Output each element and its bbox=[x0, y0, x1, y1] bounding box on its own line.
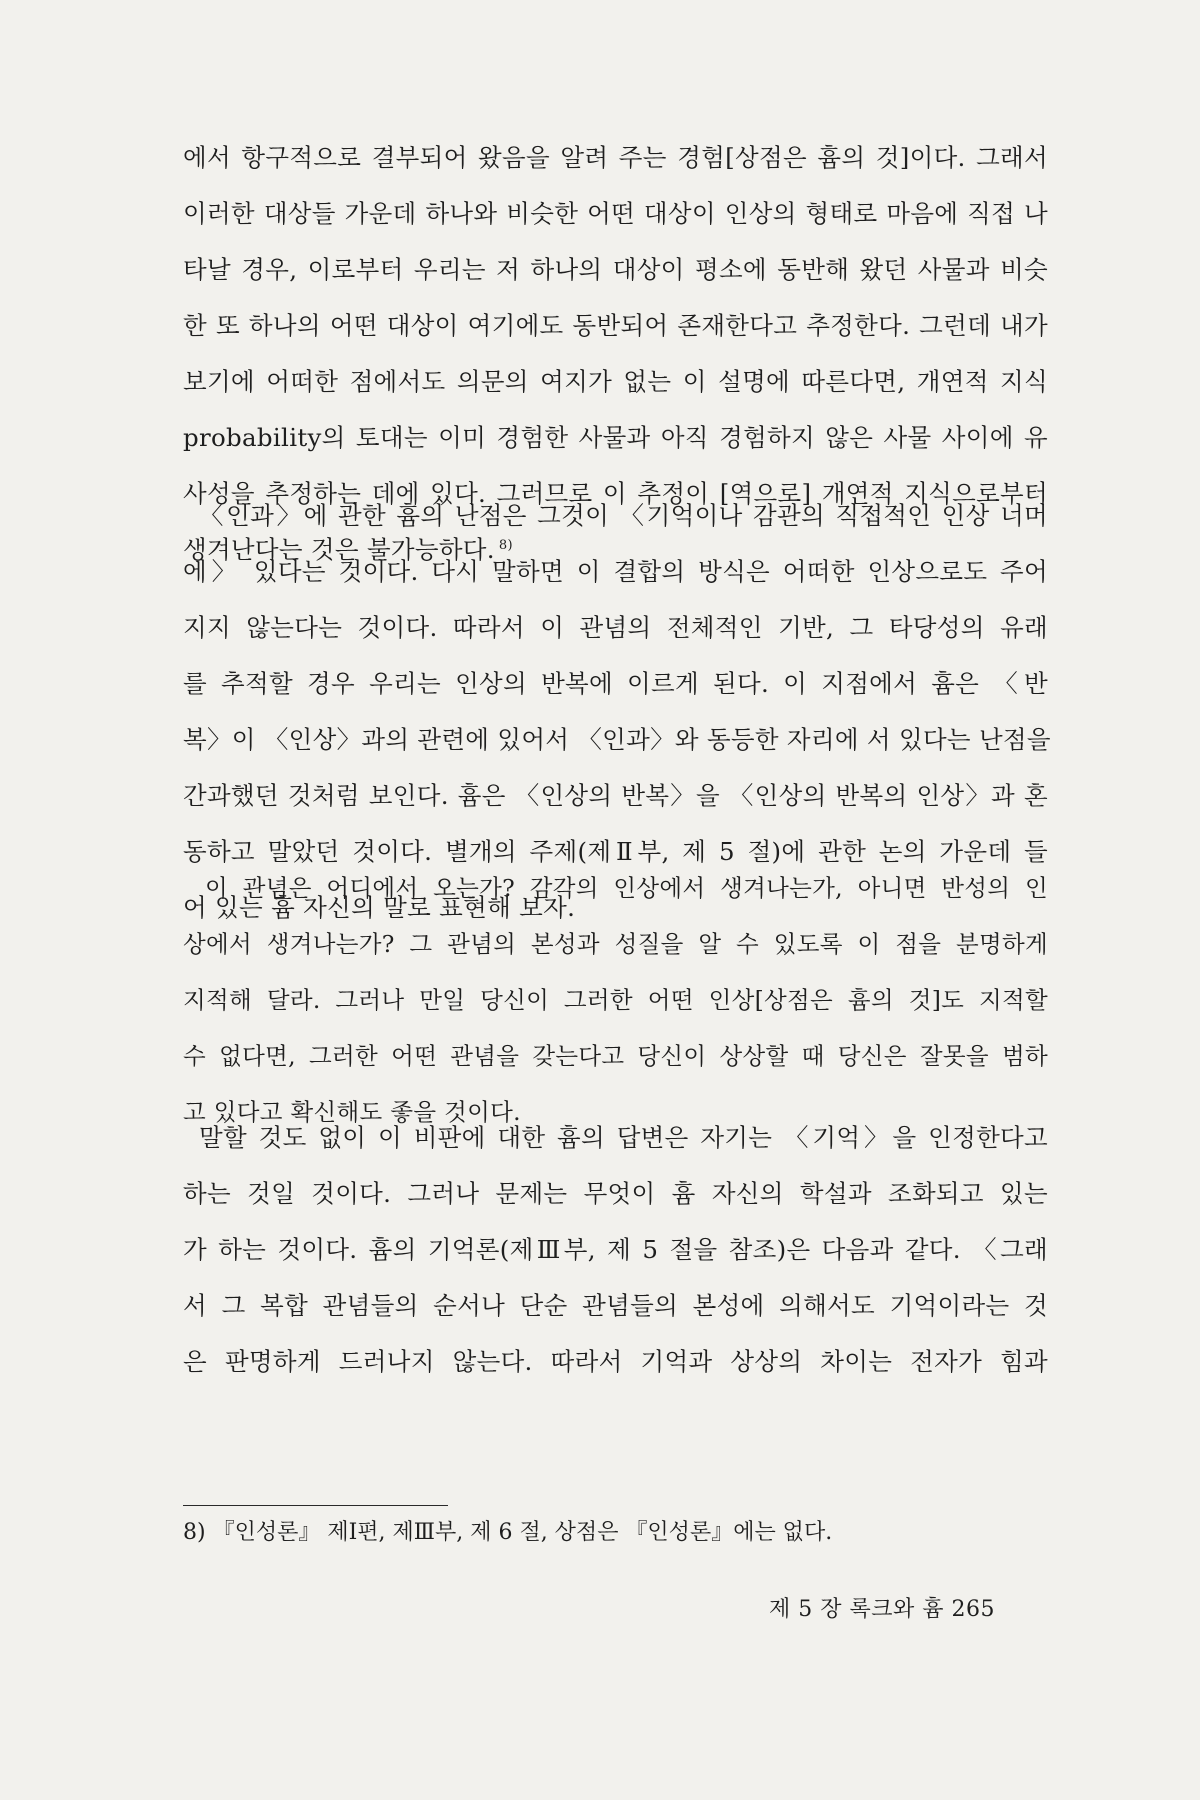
text-line: 말할 것도 없이 이 비판에 대한 흄의 답변은 자기는 〈기억〉을 인정한다고 bbox=[199, 1123, 1048, 1152]
text-line-content: 생겨난다는 것은 불가능하다. bbox=[183, 535, 495, 564]
text-line-last: 어 있는 흄 자신의 말로 표현해 보자. bbox=[183, 893, 576, 922]
text-line: 한 또 하나의 어떤 대상이 여기에도 동반되어 존재한다고 추정한다. 그런데 내가 bbox=[183, 311, 1048, 340]
quote-line-last: 고 있다고 확신해도 좋을 것이다. bbox=[183, 1098, 521, 1126]
text-line: 서 그 복합 관념들의 순서나 단순 관념들의 본성에 의해서도 기억이라는 것 bbox=[183, 1291, 1048, 1320]
text-line: probability의 토대는 이미 경험한 사물과 아직 경험하지 않은 사물 사이에 유 bbox=[183, 423, 1048, 452]
paragraph-3 bbox=[183, 1110, 1048, 1390]
text-line: 사성을 추정하는 데에 있다. 그러므로 이 추정이 [역으로] 개연적 지식으로부터 bbox=[183, 479, 1048, 508]
text-line: 이러한 대상들 가운데 하나와 비슷한 어떤 대상이 인상의 형태로 마음에 직접 나 bbox=[183, 199, 1048, 228]
text-line: 간과했던 것처럼 보인다. 흄은 〈인상의 반복〉을 〈인상의 반복의 인상〉과 혼 bbox=[183, 781, 1048, 810]
quote-line: 수 없다면, 그러한 어떤 관념을 갖는다고 당신이 상상할 때 당신은 잘못을 범하 bbox=[183, 1042, 1048, 1070]
footnote-divider bbox=[183, 1505, 448, 1506]
text-line: 동하고 말았던 것이다. 별개의 주제(제Ⅱ부, 제 5 절)에 관한 논의 가운데 들 bbox=[183, 837, 1048, 866]
quote-line: 이 관념은 어디에서 오는가? 감각의 인상에서 생겨나는가, 아니면 반성의 인 bbox=[205, 874, 1048, 902]
text-line: 하는 것일 것이다. 그러나 문제는 무엇이 흄 자신의 학설과 조화되고 있는 bbox=[183, 1179, 1048, 1208]
quote-line: 상에서 생겨나는가? 그 관념의 본성과 성질을 알 수 있도록 이 점을 분명하게 bbox=[183, 930, 1048, 958]
quote-line: 지적해 달라. 그러나 만일 당신이 그러한 어떤 인상[상점은 흄의 것]도 지적할 bbox=[183, 986, 1048, 1014]
text-line: 복〉이 〈인상〉과의 관련에 있어서 〈인과〉와 동등한 자리에 서 있다는 난점을 bbox=[183, 725, 1051, 754]
text-line: 를 추적할 경우 우리는 인상의 반복에 이르게 된다. 이 지점에서 흄은 〈반 bbox=[183, 669, 1048, 698]
footnote: 8) 『인성론』 제Ⅰ편, 제Ⅲ부, 제 6 절, 상점은 『인성론』에는 없다. bbox=[183, 1520, 833, 1545]
text-line: 지지 않는다는 것이다. 따라서 이 관념의 전체적인 기반, 그 타당성의 유래 bbox=[183, 613, 1048, 642]
text-line: 은 판명하게 드러나지 않는다. 따라서 기억과 상상의 차이는 전자가 힘과 bbox=[183, 1347, 1048, 1376]
text-line: 가 하는 것이다. 흄의 기억론(제Ⅲ부, 제 5 절을 참조)은 다음과 같다. 〈그래 bbox=[183, 1235, 1048, 1264]
text-line: 에서 항구적으로 결부되어 왔음을 알려 주는 경험[상점은 흄의 것]이다. 그래서 bbox=[183, 143, 1048, 172]
text-line: 〈인과〉에 관한 흄의 난점은 그것이 〈기억이나 감관의 직접적인 인상 너머 bbox=[199, 501, 1048, 530]
footnote-reference: 8) bbox=[498, 537, 513, 553]
text-line: 에〉 있다는 것이다. 다시 말하면 이 결합의 방식은 어떠한 인상으로도 주어 bbox=[183, 557, 1048, 586]
text-line: 타날 경우, 이로부터 우리는 저 하나의 대상이 평소에 동반해 왔던 사물과 비슷 bbox=[183, 255, 1048, 284]
block-quote bbox=[183, 860, 1048, 1140]
running-footer: 제 5 장 록크와 흄 265 bbox=[769, 1597, 995, 1622]
text-line: 보기에 어떠한 점에서도 의문의 여지가 없는 이 설명에 따른다면, 개연적 지식 bbox=[183, 367, 1048, 396]
